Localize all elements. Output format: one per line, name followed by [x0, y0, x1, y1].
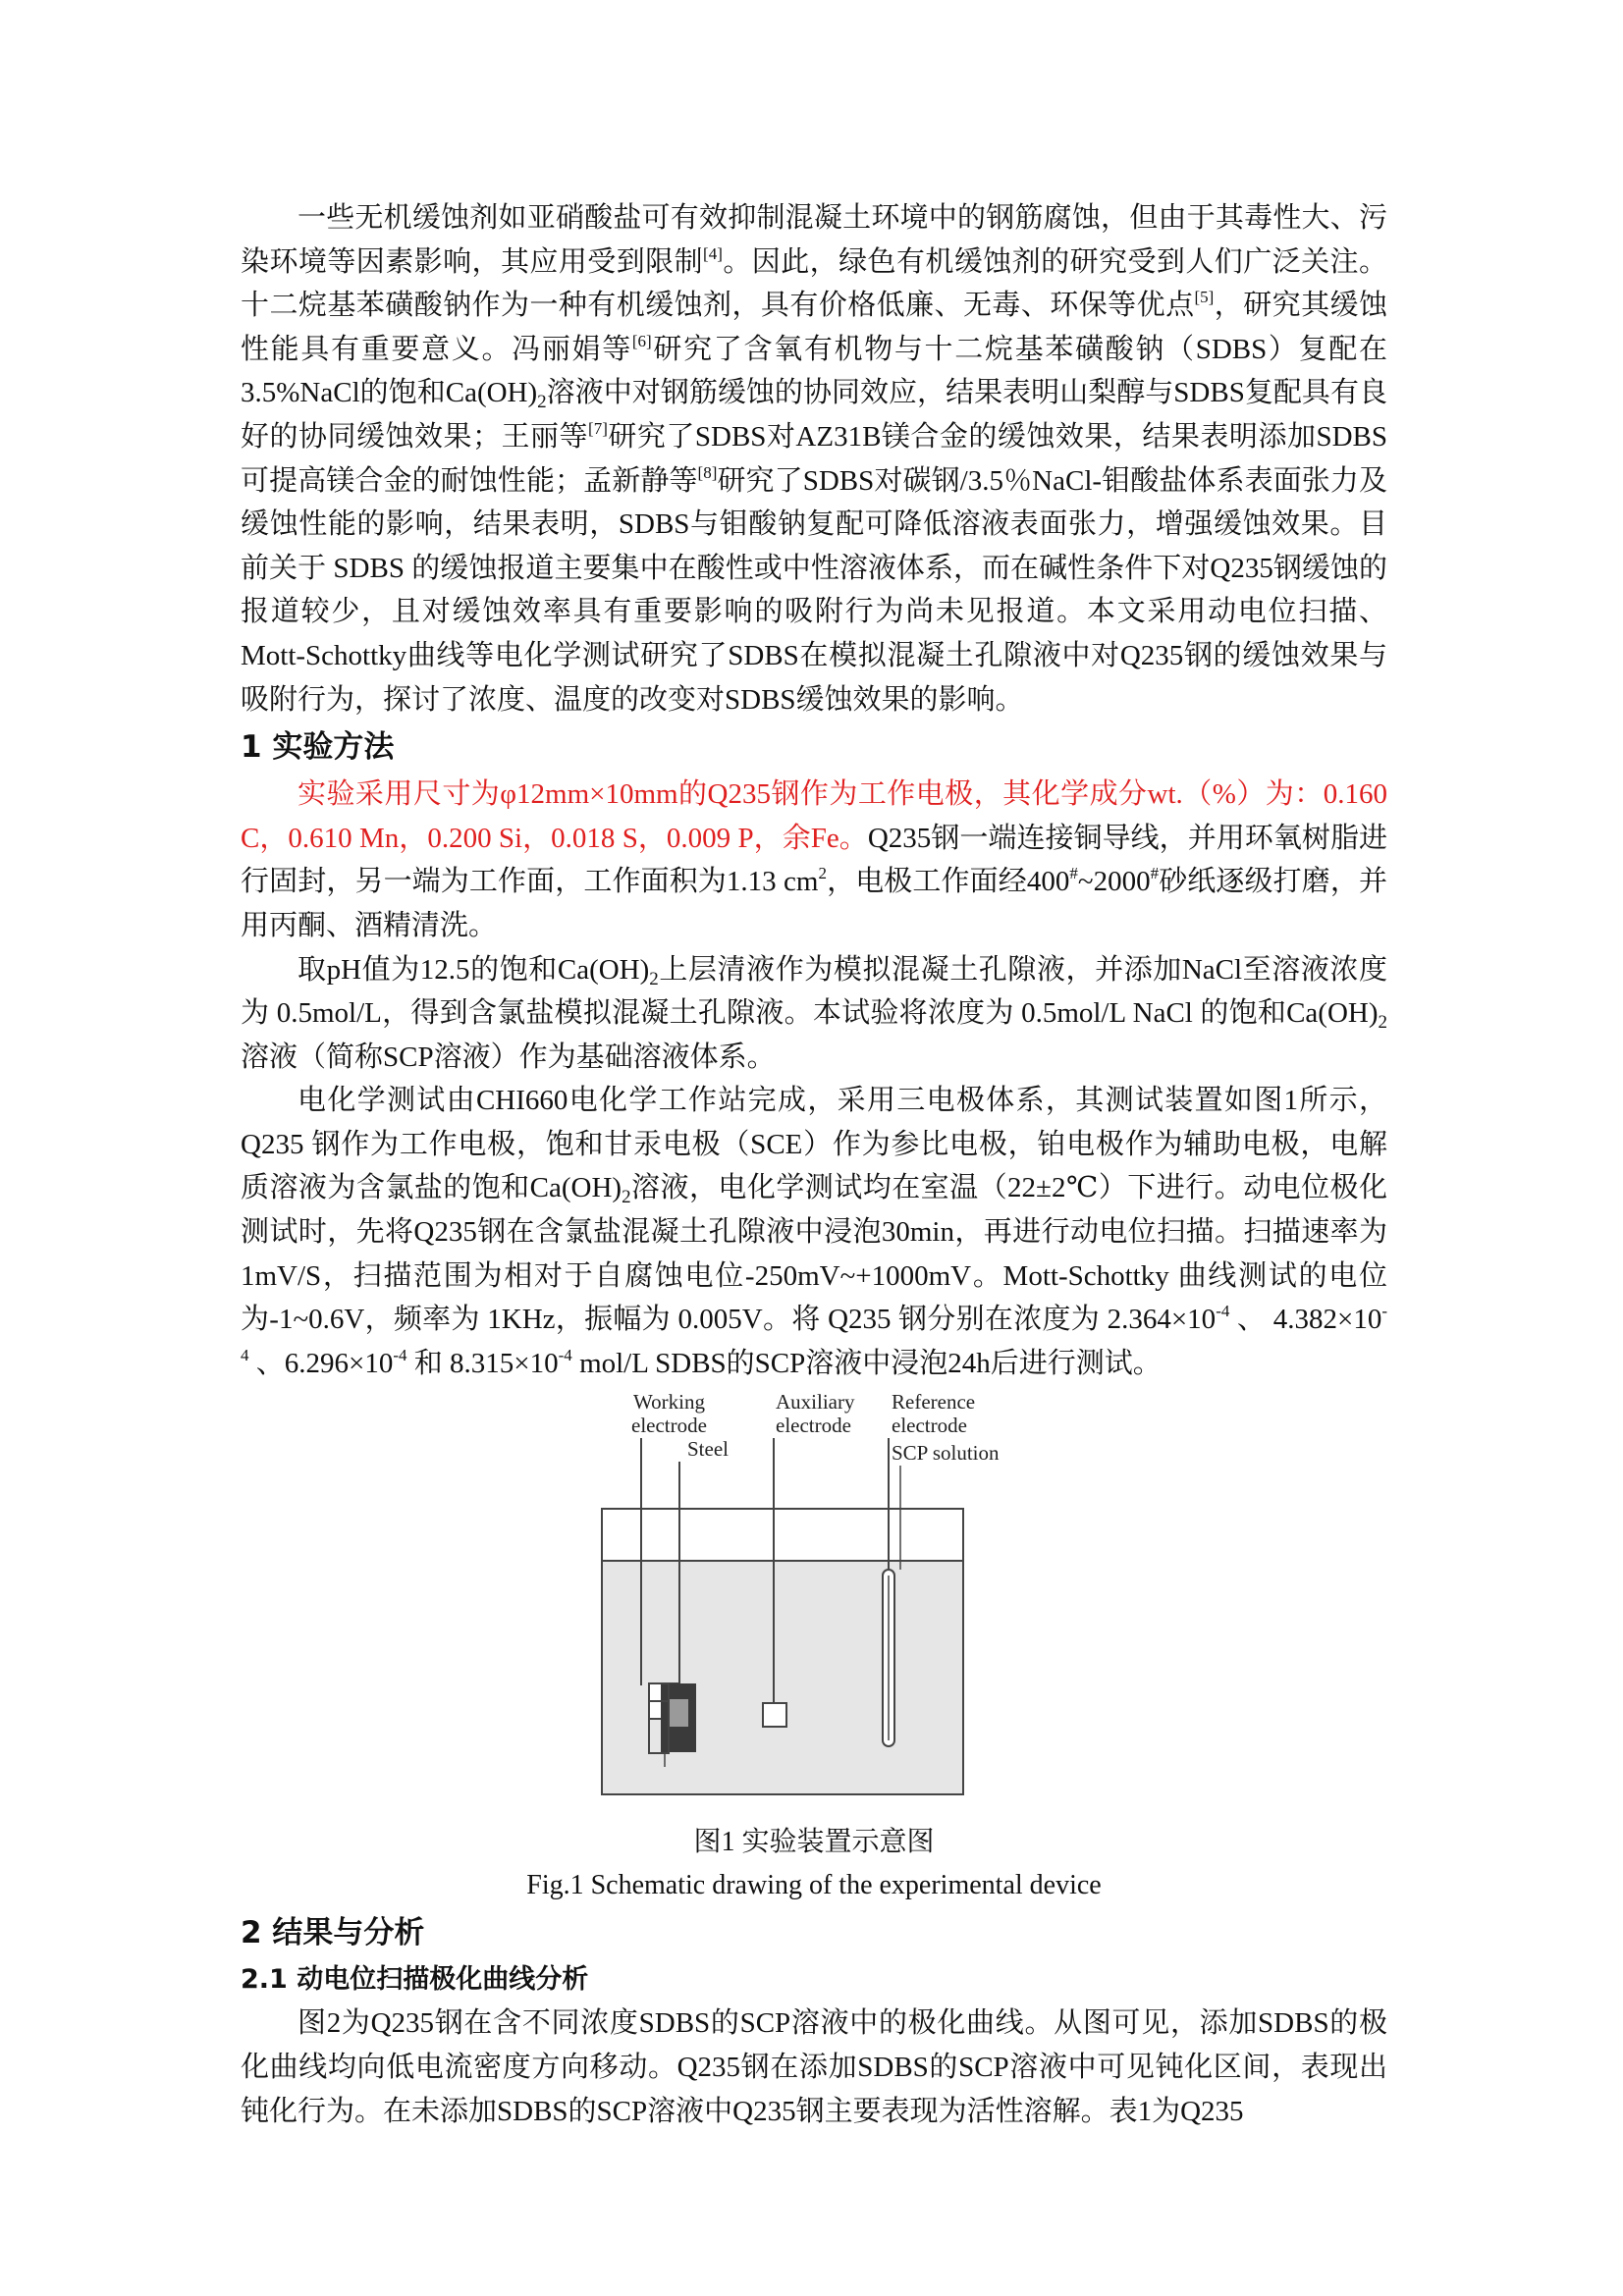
- figure-1-caption-en: Fig.1 Schematic drawing of the experimental device: [526, 1870, 1102, 1901]
- auxiliary-electrode-plate: [763, 1703, 786, 1727]
- apparatus-diagram: [241, 1389, 1387, 1821]
- label-working-electrode: electrode: [631, 1414, 707, 1438]
- figure-1-apparatus: [241, 1389, 1387, 1821]
- page-body: [241, 196, 1387, 2133]
- solution-fill: [603, 1561, 962, 1793]
- results-paragraph-1: 图2为Q235钢在含不同浓度SDBS的SCP溶液中的极化曲线。从图可见，添加SDBS的极化曲线均向低电流密度方向移动。Q235钢在添加SDBS的SCP溶液中可见钝化区间，表现出钝化行为。在未添加SDBS的SCP溶液中Q235钢主要表现为活性溶解。表1为Q235: [241, 2007, 1387, 2127]
- method-paragraph-1: 实验采用尺寸为φ12mm×10mm的Q235钢作为工作电极，其化学成分wt.（%）为：0.160 C，0.610 Mn，0.200 Si，0.018 S，0.009 P，余Fe。Q235钢一端连接铜导线，并用环氧树脂进行固封，另一端为工作面，工作面积为1.13 $cm^2$，电极工作面经400#~2000#砂纸逐级打磨，并用丙酮、酒精清洗。: [241, 778, 1387, 941]
- highlighted-composition-text: 实验采用尺寸为φ12mm×10mm的Q235钢作为工作电极，其化学成分wt.（%）为：0.160 C，0.610 Mn，0.200 Si，0.018 S，0.009 P，余Fe。: [241, 778, 1387, 854]
- intro-paragraph: 一些无机缓蚀剂如亚硝酸盐可有效抑制混凝土环境中的钢筋腐蚀，但由于其毒性大、污染环境等因素影响，其应用受到限制[4]。因此，绿色有机缓蚀剂的研究受到人们广泛关注。十二烷基苯磺酸钠作为一种有机缓蚀剂，具有价格低廉、无毒、环保等优点[5]，研究其缓蚀性能具有重要意义。冯丽娟等[6]研究了含氧有机物与十二烷基苯磺酸钠（SDBS）复配在3.5%NaCl的饱和$Ca(OH)_2$溶液中对钢筋缓蚀的协同效应，结果表明山梨醇与SDBS复配具有良好的协同缓蚀效果；王丽等[7]研究了SDBS对AZ31B镁合金的缓蚀效果，结果表明添加SDBS可提高镁合金的耐蚀性能；孟新静等[8]研究了SDBS对碳钢/3.5％NaCl-钼酸盐体系表面张力及缓蚀性能的影响，结果表明，SDBS与钼酸钠复配可降低溶液表面张力，增强缓蚀效果。目前关于 SDBS 的缓蚀报道主要集中在酸性或中性溶液体系，而在碱性条件下对Q235钢缓蚀的报道较少，且对缓蚀效率具有重要影响的吸附行为尚未见报道。本文采用动电位扫描、Mott-Schottky曲线等电化学测试研究了SDBS在模拟混凝土孔隙液中对Q235钢的缓蚀效果与吸附行为，探讨了浓度、温度的改变对SDBS缓蚀效果的影响。: [241, 202, 1387, 716]
- steel-sample: [669, 1699, 688, 1727]
- label-auxiliary-electrode: electrode: [776, 1414, 851, 1438]
- label-reference-electrode: electrode: [892, 1414, 967, 1438]
- method-paragraph-3: 电化学测试由CHI660电化学工作站完成，采用三电极体系，其测试装置如图1所示，Q235 钢作为工作电极，饱和甘汞电极（SCE）作为参比电极，铂电极作为辅助电极，电解质溶液为含氯盐的饱和$Ca(OH)_2$溶液，电化学测试均在室温（22±2℃）下进行。动电位极化测试时，先将Q235钢在含氯盐混凝土孔隙液中浸泡30min，再进行动电位扫描。扫描速率为 1mV/S，扫描范围为相对于自腐蚀电位-250mV~+1000mV。Mott-Schottky 曲线测试的电位为-1~0.6V，频率为 1KHz，振幅为 0.005V。将 Q235 钢分别在浓度为 $2.364\times 10^{-4}$ 、 $4.382\times 10^{-4}$ 、$6.296\times 10^{-4}$ 和 $8.315\times 10^{-4}$ mol/L SDBS的SCP溶液中浸泡24h后进行测试。: [241, 1085, 1388, 1379]
- section-2-1-heading: 2.1 动电位扫描极化曲线分析: [241, 1964, 589, 1996]
- section-2-heading: 2 结果与分析: [241, 1915, 425, 1951]
- label-steel: Steel: [687, 1437, 729, 1462]
- label-scp-solution: SCP solution: [892, 1441, 1000, 1466]
- label-auxiliary: Auxiliary: [776, 1390, 855, 1415]
- label-reference: Reference: [892, 1390, 976, 1415]
- section-1-heading: 1 实验方法: [241, 729, 395, 766]
- method-paragraph-2: 取pH值为12.5的饱和$Ca(OH)_2$上层清液作为模拟混凝土孔隙液，并添加NaCl至溶液浓度为 0.5mol/L，得到含氯盐模拟混凝土孔隙液。本试验将浓度为 0.5mol/L NaCl 的饱和$Ca(OH)_2$溶液（简称SCP溶液）作为基础溶液体系。: [241, 953, 1388, 1073]
- label-working: Working: [633, 1390, 705, 1415]
- figure-1-caption-cn: 图1 实验装置示意图: [693, 1827, 935, 1858]
